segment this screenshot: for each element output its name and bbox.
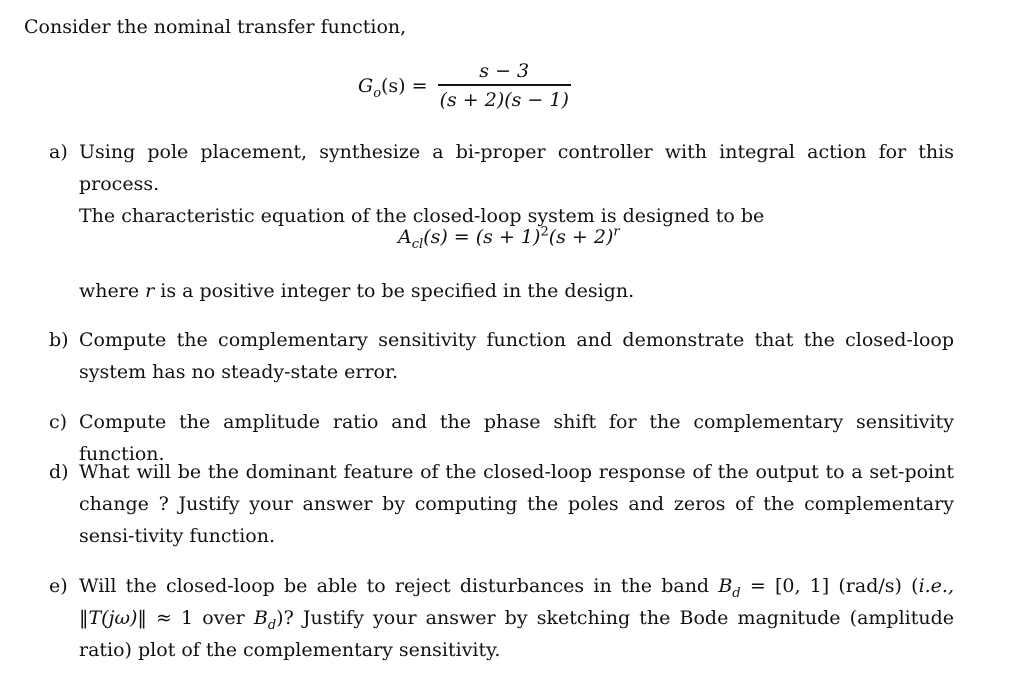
question-d-label: d) xyxy=(49,461,69,483)
question-a-label: a) xyxy=(49,141,68,163)
question-e xyxy=(49,570,954,666)
fraction xyxy=(438,58,571,113)
transfer-function-equation xyxy=(358,56,571,116)
question-e-label: e) xyxy=(49,575,68,597)
question-d-text: What will be the dominant feature of the closed-loop response of the output to a set-point change ? Justify your answer by computing the poles and zeros of the complementary sensi-tivity function. xyxy=(79,461,954,547)
question-b-text: Compute the complementary sensitivity function and demonstrate that the closed-loop system has no steady-state error. xyxy=(79,329,954,383)
characteristic-equation: $A_{cl}(s) = (s + 1)^2(s + 2)^r$ xyxy=(398,224,620,252)
question-c-text: Compute the amplitude ratio and the phase shift for the complementary sensitivity function. xyxy=(79,411,954,465)
question-b-label: b) xyxy=(49,329,69,351)
question-a-text: Using pole placement, synthesize a bi-proper controller with integral action for this process. The characteristic equation of the closed-loop system is designed to be xyxy=(79,141,954,227)
question-a xyxy=(49,136,954,232)
fraction-denominator: (s + 2)(s − 1) xyxy=(439,88,569,111)
eq1-lhs: $G_o(s)$ = xyxy=(358,75,428,101)
question-d xyxy=(49,456,954,552)
question-e-text: Will the closed-loop be able to reject disturbances in the band $B_d = [0$, 1] (rad/s) (i.e., ‖T(jω)‖ ≈ 1 over $B_d$)? Justify your answer by sketching the Bode magnitude (amplitude ratio) plot of the complementary sensitivity. xyxy=(79,575,955,661)
intro-text: Consider the nominal transfer function, xyxy=(24,16,407,38)
question-b xyxy=(49,324,954,388)
fraction-numerator: s − 3 xyxy=(479,60,530,83)
question-c-label: c) xyxy=(49,411,68,433)
where-text: where r is a positive integer to be specified in the design. xyxy=(79,280,635,302)
